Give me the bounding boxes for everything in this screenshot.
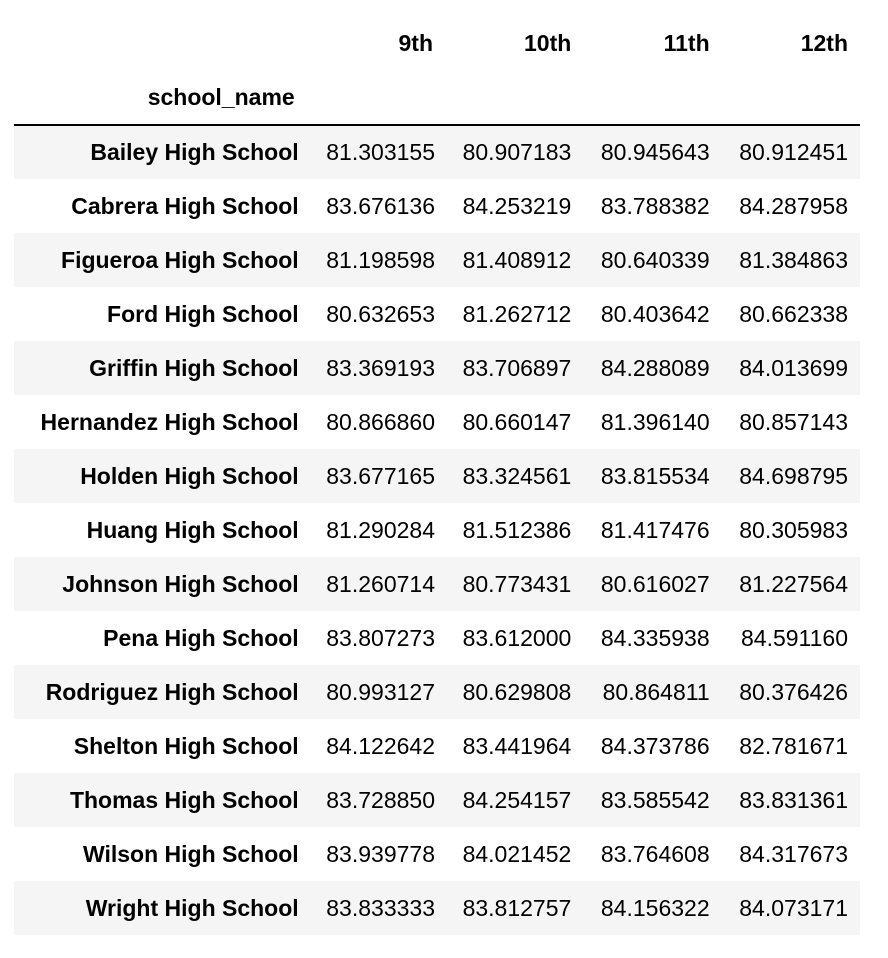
cell-11th: 84.288089 xyxy=(600,354,710,381)
cell-10th: 80.629808 xyxy=(462,678,572,705)
cell-11th: 80.864811 xyxy=(602,678,710,705)
cell-12th: 81.384863 xyxy=(739,246,848,273)
row-label: Figueroa High School xyxy=(61,246,299,273)
table-row xyxy=(14,287,860,341)
cell-9th: 80.993127 xyxy=(326,678,435,705)
cell-9th: 84.122642 xyxy=(326,732,435,759)
table-row xyxy=(14,233,860,287)
header-blank-cell xyxy=(14,16,307,70)
cell-10th: 81.512386 xyxy=(462,516,572,543)
cell-11th: 80.403642 xyxy=(600,300,710,327)
cell-12th: 84.013699 xyxy=(739,354,848,381)
cell-9th: 81.290284 xyxy=(326,516,435,543)
cell-11th: 80.640339 xyxy=(600,246,710,273)
cell-10th: 81.262712 xyxy=(462,300,572,327)
column-header-11th: 11th xyxy=(663,29,710,56)
row-label: Huang High School xyxy=(86,516,299,543)
cell-11th: 83.788382 xyxy=(600,192,710,219)
cell-10th: 80.773431 xyxy=(462,570,572,597)
table-row xyxy=(14,449,860,503)
cell-12th: 81.227564 xyxy=(739,570,848,597)
cell-10th: 83.612000 xyxy=(462,624,572,651)
table-row xyxy=(14,611,860,665)
cell-11th: 84.335938 xyxy=(600,624,710,651)
row-label: Thomas High School xyxy=(69,786,299,813)
table-row xyxy=(14,395,860,449)
cell-12th: 84.287958 xyxy=(739,192,848,219)
cell-9th: 81.303155 xyxy=(326,139,435,165)
column-header-10th: 10th xyxy=(524,29,572,56)
cell-11th: 80.616027 xyxy=(600,570,710,597)
table-row xyxy=(14,125,860,179)
cell-10th: 84.253219 xyxy=(462,192,572,219)
cell-9th: 83.939778 xyxy=(326,840,435,867)
cell-10th: 83.812757 xyxy=(462,894,572,921)
cell-12th: 84.073171 xyxy=(739,894,848,921)
table-row xyxy=(14,503,860,557)
cell-12th: 84.698795 xyxy=(739,462,848,489)
cell-10th: 80.907183 xyxy=(462,139,572,165)
cell-11th: 83.585542 xyxy=(600,786,710,813)
row-label: Pena High School xyxy=(103,624,299,651)
cell-10th: 84.021452 xyxy=(462,840,572,867)
cell-12th: 83.831361 xyxy=(739,786,848,813)
table-row xyxy=(14,827,860,881)
cell-12th: 84.591160 xyxy=(740,624,848,651)
dataframe-output xyxy=(14,16,860,935)
cell-10th: 83.706897 xyxy=(462,354,572,381)
row-label: Cabrera High School xyxy=(71,192,299,219)
table-row xyxy=(14,881,860,935)
index-header-blank xyxy=(445,70,583,125)
table-row xyxy=(14,341,860,395)
cell-9th: 81.198598 xyxy=(326,246,435,273)
cell-12th: 84.317673 xyxy=(739,840,848,867)
table-row xyxy=(14,665,860,719)
cell-9th: 83.677165 xyxy=(326,462,435,489)
row-label: Johnson High School xyxy=(62,570,299,597)
cell-9th: 81.260714 xyxy=(326,570,435,597)
cell-9th: 80.632653 xyxy=(326,300,435,327)
index-header-row xyxy=(14,70,860,125)
row-label: Holden High School xyxy=(80,462,299,489)
row-label: Bailey High School xyxy=(90,139,299,165)
cell-11th: 83.764608 xyxy=(600,840,710,867)
cell-9th: 83.728850 xyxy=(326,786,435,813)
cell-9th: 83.833333 xyxy=(326,894,435,921)
index-header-blank xyxy=(307,70,445,125)
dataframe-table xyxy=(14,16,860,935)
cell-9th: 83.676136 xyxy=(326,192,435,219)
row-label: Wright High School xyxy=(85,894,299,921)
cell-11th: 81.417476 xyxy=(600,516,710,543)
cell-10th: 80.660147 xyxy=(462,408,572,435)
table-body xyxy=(14,125,860,935)
column-header-9th: 9th xyxy=(398,29,433,56)
cell-12th: 80.912451 xyxy=(739,139,848,165)
table-row xyxy=(14,773,860,827)
cell-9th: 80.866860 xyxy=(326,408,435,435)
cell-10th: 84.254157 xyxy=(462,786,572,813)
table-row xyxy=(14,557,860,611)
cell-11th: 84.156322 xyxy=(600,894,710,921)
index-header-blank xyxy=(583,70,721,125)
cell-12th: 80.376426 xyxy=(739,678,848,705)
cell-9th: 83.807273 xyxy=(326,624,435,651)
cell-11th: 83.815534 xyxy=(600,462,710,489)
row-label: Ford High School xyxy=(107,300,299,327)
index-header-blank xyxy=(722,70,860,125)
cell-10th: 81.408912 xyxy=(462,246,572,273)
table-row xyxy=(14,179,860,233)
cell-10th: 83.441964 xyxy=(462,732,572,759)
cell-12th: 80.305983 xyxy=(739,516,848,543)
cell-12th: 80.857143 xyxy=(739,408,848,435)
row-label: Wilson High School xyxy=(82,840,299,867)
cell-12th: 80.662338 xyxy=(739,300,848,327)
row-label: Griffin High School xyxy=(89,354,299,381)
cell-9th: 83.369193 xyxy=(326,354,435,381)
row-label: Shelton High School xyxy=(73,732,299,759)
cell-11th: 84.373786 xyxy=(600,732,710,759)
row-label: Rodriguez High School xyxy=(45,678,299,705)
cell-11th: 81.396140 xyxy=(600,408,710,435)
cell-12th: 82.781671 xyxy=(739,732,848,759)
index-name-header: school_name xyxy=(14,70,307,125)
column-header-12th: 12th xyxy=(800,29,848,56)
row-label: Hernandez High School xyxy=(40,408,299,435)
cell-11th: 80.945643 xyxy=(600,139,710,165)
table-row xyxy=(14,719,860,773)
column-header-row xyxy=(14,16,860,70)
cell-10th: 83.324561 xyxy=(462,462,572,489)
